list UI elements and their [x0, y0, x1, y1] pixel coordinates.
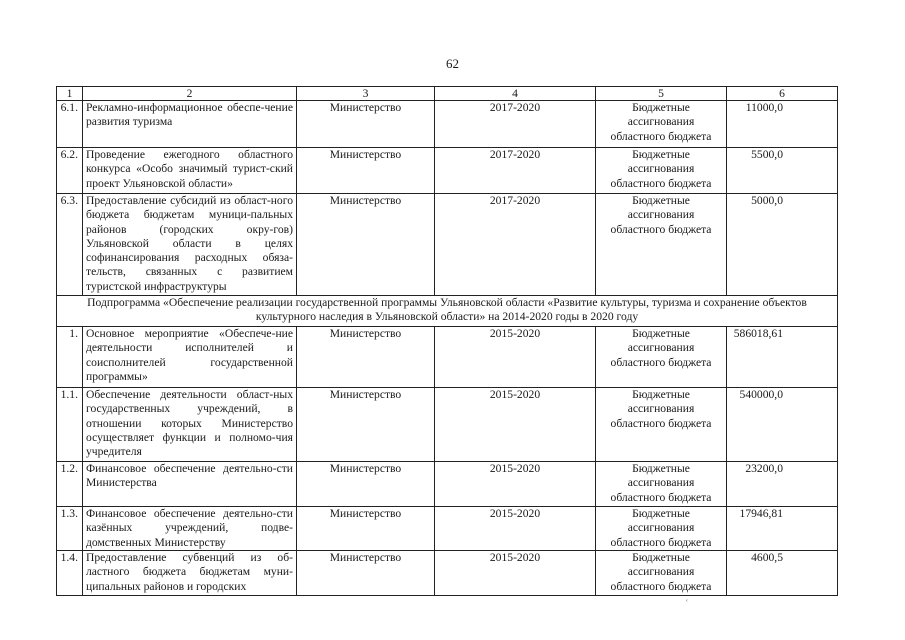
- amount: 586018,61: [727, 327, 838, 388]
- page-number: 62: [446, 56, 459, 71]
- activity-name: Предоставление субсидий из област-ного бюджета бюджетам муници-пальных районов (городских окру-гов) Ульяновской области в целях софинансирования расходных обяза-тельств, связанных с развитием туристской инфраструктуры: [83, 194, 297, 296]
- column-header: 2: [83, 87, 297, 101]
- funding-source: Бюджетные ассигнования областного бюджета: [596, 327, 727, 388]
- executor: Министерство: [297, 194, 435, 296]
- subprogram-title: Подпрограмма «Обеспечение реализации государственной программы Ульяновской области «Развитие культуры, туризма и сохранение объектов культурного наследия в Ульяновской области» на 2014-2020 годы в 2020 году: [57, 296, 838, 327]
- table-row: [57, 101, 838, 148]
- executor: Министерство: [297, 551, 435, 596]
- executor: Министерство: [297, 388, 435, 462]
- activity-name: Финансовое обеспечение деятельно-сти Министерства: [83, 462, 297, 507]
- row-number: 1.2.: [57, 462, 83, 507]
- period: 2017-2020: [435, 148, 596, 194]
- row-number: 1.4.: [57, 551, 83, 596]
- activity-name: Основное мероприятие «Обеспече-ние деятельности исполнителей и соисполнителей государственной программы»: [83, 327, 297, 388]
- funding-source: Бюджетные ассигнования областного бюджета: [596, 507, 727, 551]
- table-row: [57, 327, 838, 388]
- amount: 5500,0: [727, 148, 838, 194]
- table-row: [57, 194, 838, 296]
- funding-source: Бюджетные ассигнования областного бюджета: [596, 194, 727, 296]
- period: 2015-2020: [435, 462, 596, 507]
- amount: 5000,0: [727, 194, 838, 296]
- funding-source: Бюджетные ассигнования областного бюджета: [596, 462, 727, 507]
- amount: 11000,0: [727, 101, 838, 148]
- row-number: 6.3.: [57, 194, 83, 296]
- period: 2015-2020: [435, 507, 596, 551]
- activity-name: Рекламно-информационное обеспе-чение развития туризма: [83, 101, 297, 148]
- funding-source: Бюджетные ассигнования областного бюджета: [596, 388, 727, 462]
- table-row: [57, 462, 838, 507]
- column-header: 6: [727, 87, 838, 101]
- table-row: [57, 148, 838, 194]
- executor: Министерство: [297, 462, 435, 507]
- scan-mark: ʿ: [685, 598, 689, 610]
- period: 2017-2020: [435, 101, 596, 148]
- activity-name: Финансовое обеспечение деятельно-сти казённых учреждений, подве-домственных Министерству: [83, 507, 297, 551]
- funding-source: Бюджетные ассигнования областного бюджета: [596, 101, 727, 148]
- executor: Министерство: [297, 148, 435, 194]
- period: 2015-2020: [435, 388, 596, 462]
- activity-name: Предоставление субвенций из об-ластного бюджета бюджетам муни-ципальных районов и городских: [83, 551, 297, 596]
- subprogram-row: [57, 296, 838, 327]
- row-number: 1.3.: [57, 507, 83, 551]
- row-number: 1.1.: [57, 388, 83, 462]
- table-row: [57, 551, 838, 596]
- executor: Министерство: [297, 327, 435, 388]
- amount: 540000,0: [727, 388, 838, 462]
- activity-name: Обеспечение деятельности област-ных государственных учреждений, в отношении которых Министерство осуществляет функции и полномо-чия учредителя: [83, 388, 297, 462]
- amount: 4600,5: [727, 551, 838, 596]
- row-number: 6.1.: [57, 101, 83, 148]
- column-header: 1: [57, 87, 83, 101]
- funding-source: Бюджетные ассигнования областного бюджета: [596, 148, 727, 194]
- table-row: [57, 507, 838, 551]
- budget-table: [56, 86, 838, 596]
- table-row: [57, 388, 838, 462]
- table-header-row: [57, 87, 838, 101]
- column-header: 5: [596, 87, 727, 101]
- row-number: 1.: [57, 327, 83, 388]
- period: 2017-2020: [435, 194, 596, 296]
- executor: Министерство: [297, 507, 435, 551]
- activity-name: Проведение ежегодного областного конкурса «Особо значимый турист-ский проект Ульяновской области»: [83, 148, 297, 194]
- column-header: 3: [297, 87, 435, 101]
- row-number: 6.2.: [57, 148, 83, 194]
- period: 2015-2020: [435, 551, 596, 596]
- executor: Министерство: [297, 101, 435, 148]
- column-header: 4: [435, 87, 596, 101]
- amount: 17946,81: [727, 507, 838, 551]
- period: 2015-2020: [435, 327, 596, 388]
- amount: 23200,0: [727, 462, 838, 507]
- funding-source: Бюджетные ассигнования областного бюджета: [596, 551, 727, 596]
